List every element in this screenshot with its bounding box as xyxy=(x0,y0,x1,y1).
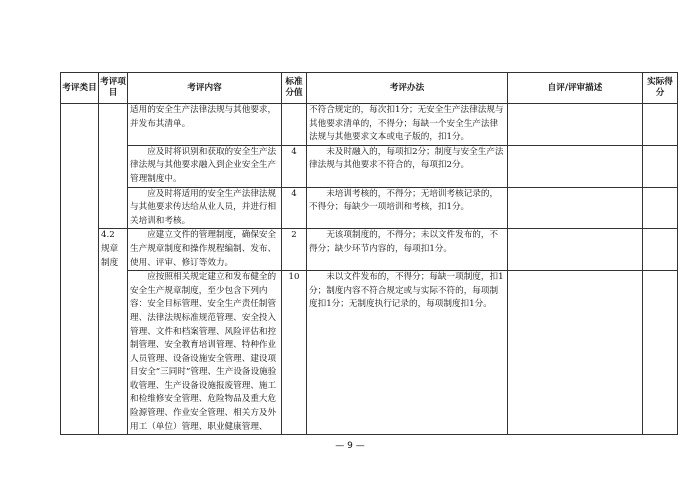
header-score: 标准分值 xyxy=(282,73,307,104)
table-header-row xyxy=(61,73,678,104)
page-number: — 9 — xyxy=(335,441,365,451)
score-cell: 4 xyxy=(282,145,307,187)
method-cell: 未及时融入的，每项扣2分；制度与安全生产法律法规与其他要求不符合的，每项扣2分。 xyxy=(307,145,508,187)
method-cell: 未以文件发布的，不得分；每缺一项制度，扣1分；制度内容不符合规定或与实际不符的，每项制度扣1分；无制度执行记录的，每项制度扣1分。 xyxy=(307,271,508,435)
method-cell: 未培训考核的，不得分；无培训考核记录的，不得分；每缺少一项培训和考核，扣1分。 xyxy=(307,187,508,229)
review-cell[interactable] xyxy=(508,104,643,146)
content-cell: 适用的安全生产法律法规与其他要求，并发布其清单。 xyxy=(128,104,282,146)
table-row xyxy=(61,187,678,229)
review-cell[interactable] xyxy=(508,229,643,271)
actual-score-cell[interactable] xyxy=(643,104,678,146)
actual-score-cell[interactable] xyxy=(643,271,678,435)
table-row xyxy=(61,229,678,271)
table-row xyxy=(61,145,678,187)
review-cell[interactable] xyxy=(508,187,643,229)
actual-score-cell[interactable] xyxy=(643,229,678,271)
header-item: 考评项目 xyxy=(99,73,128,104)
review-cell[interactable] xyxy=(508,145,643,187)
review-cell[interactable] xyxy=(508,271,643,435)
score-cell: 2 xyxy=(282,229,307,271)
score-cell xyxy=(282,104,307,146)
header-category: 考评类目 xyxy=(61,73,99,104)
score-cell: 4 xyxy=(282,187,307,229)
table-row xyxy=(61,104,678,146)
header-review: 自评/评审描述 xyxy=(508,73,643,104)
actual-score-cell[interactable] xyxy=(643,145,678,187)
evaluation-table xyxy=(60,72,678,435)
item-cell xyxy=(99,104,128,229)
actual-score-cell[interactable] xyxy=(643,187,678,229)
method-cell: 无该项制度的，不得分；未以文件发布的，不得分；缺少环节内容的，每项扣1分。 xyxy=(307,229,508,271)
header-method: 考评办法 xyxy=(307,73,508,104)
content-cell: 应及时将识别和获取的安全生产法律法规与其他要求融入到企业安全生产管理制度中。 xyxy=(128,145,282,187)
header-content: 考评内容 xyxy=(128,73,282,104)
clause-cell: 4.2 规章制度 xyxy=(99,229,128,435)
method-cell: 不符合规定的，每次扣1分；无安全生产法律法规与其他要求清单的，不得分；每缺一个安全生产法律法规与其他要求文本或电子版的，扣1分。 xyxy=(307,104,508,146)
category-cell xyxy=(61,104,99,435)
table-row xyxy=(61,271,678,435)
header-actual: 实际得分 xyxy=(643,73,678,104)
content-cell: 应及时将适用的安全生产法律法规与其他要求传达给从业人员，并进行相关培训和考核。 xyxy=(128,187,282,229)
content-cell: 应建立文件的管理制度，确保安全生产规章制度和操作规程编制、发布、使用、评审、修订等效力。 xyxy=(128,229,282,271)
score-cell: 10 xyxy=(282,271,307,435)
content-cell: 应按照相关规定建立和发布健全的安全生产规章制度，至少包含下列内容：安全目标管理、安全生产责任制管理、法律法规标准规范管理、安全投入管理、文件和档案管理、风险评估和控制管理、安全教育培训管理、特种作业人员管理、设备设施安全管理、建设项目安全“三同时”管理、生产设备设施验收管理、生产设备设施报废管理、施工和检维修安全管理、危险物品及重大危险源管理、作业安全管理、相关方及外用工（单位）管理、职业健康管理、 xyxy=(128,271,282,435)
